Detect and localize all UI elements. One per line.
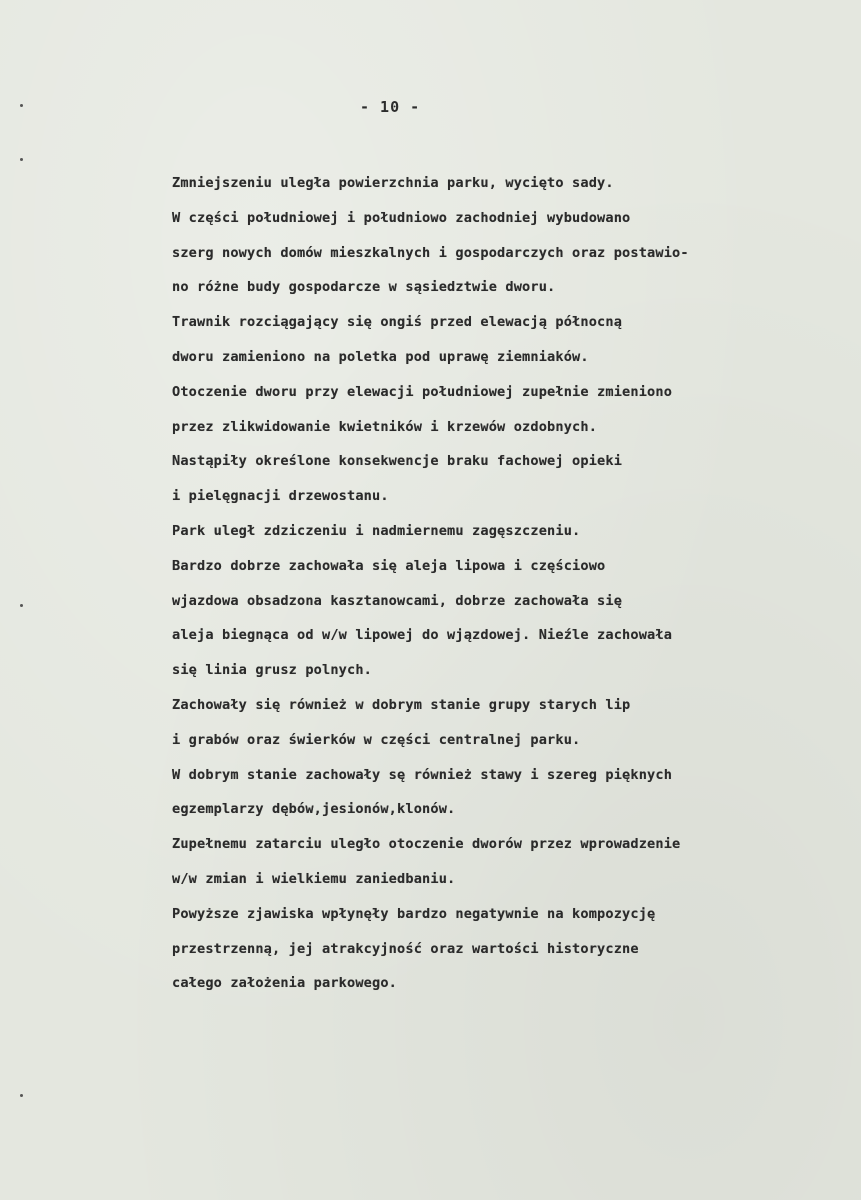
text-line: Powyższe zjawiska wpłynęły bardzo negatywnie na kompozycję: [172, 905, 656, 922]
margin-dot: [20, 104, 23, 107]
text-line: Zmniejszeniu uległa powierzchnia parku, wycięto sady.: [172, 175, 614, 191]
text-line: przez zlikwidowanie kwietników i krzewów ozdobnych.: [172, 418, 598, 435]
margin-dot: [20, 158, 23, 161]
body-text: [172, 166, 852, 1001]
text-line: aleja biegnąca od w/w lipowej do wjązdowej. Nieźle zachowała: [172, 627, 673, 644]
text-line: w/w zmian i wielkiemu zaniedbaniu.: [172, 870, 456, 887]
text-line: Park uległ zdziczeniu i nadmiernemu zagęszczeniu.: [172, 522, 581, 539]
text-line: egzemplarzy dębów,jesionów,klonów.: [172, 801, 456, 818]
text-line: dworu zamieniono na poletka pod uprawę ziemniaków.: [172, 348, 589, 365]
text-line: się linia grusz polnych.: [172, 662, 373, 679]
text-line: i pielęgnacji drzewostanu.: [172, 488, 389, 505]
text-line: Trawnik rozciągający się ongiś przed elewacją północną: [172, 314, 623, 331]
margin-dot: [20, 1094, 23, 1097]
text-line: no różne budy gospodarcze w sąsiedztwie dworu.: [172, 279, 556, 296]
text-line: wjazdowa obsadzona kasztanowcami, dobrze zachowała się: [172, 592, 623, 609]
page-number: - 10 -: [360, 98, 421, 116]
text-line: całego założenia parkowego.: [172, 975, 398, 992]
margin-dot: [20, 604, 23, 607]
text-line: Zachowały się również w dobrym stanie grupy starych lip: [172, 696, 631, 713]
text-line: W dobrym stanie zachowały sę również stawy i szereg pięknych: [172, 766, 673, 783]
text-line: i grabów oraz świerków w części centralnej parku.: [172, 731, 581, 748]
text-line: Bardzo dobrze zachowała się aleja lipowa i częściowo: [172, 557, 606, 574]
text-line: Zupełnemu zatarciu uległo otoczenie dworów przez wprowadzenie: [172, 836, 681, 853]
text-line: Otoczenie dworu przy elewacji południowej zupełnie zmieniono: [172, 383, 673, 400]
text-line: Nastąpiły określone konsekwencje braku fachowej opieki: [172, 453, 623, 470]
text-line: W części południowej i południowo zachodniej wybudowano: [172, 209, 631, 226]
text-line: szerg nowych domów mieszkalnych i gospodarczych oraz postawio-: [172, 244, 689, 261]
text-line: przestrzenną, jej atrakcyjność oraz wartości historyczne: [172, 940, 639, 957]
